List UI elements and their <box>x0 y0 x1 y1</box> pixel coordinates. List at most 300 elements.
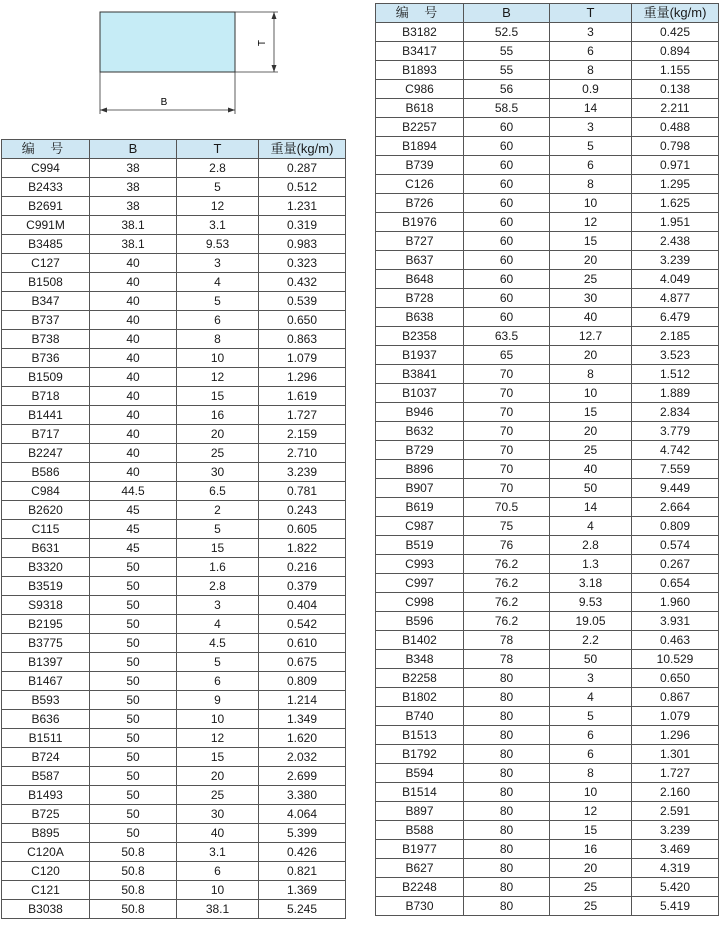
table-row <box>2 596 346 615</box>
header-weight: 重量(kg/m) <box>259 140 346 159</box>
cell-b: 70 <box>464 479 550 498</box>
cell-code: B729 <box>376 441 464 460</box>
cell-weight: 0.894 <box>632 42 719 61</box>
cell-t: 40 <box>550 308 632 327</box>
cell-b: 40 <box>90 368 177 387</box>
cell-code: C991M <box>2 216 90 235</box>
cell-weight: 0.654 <box>632 574 719 593</box>
cell-t: 5 <box>177 653 259 672</box>
cell-t: 6.5 <box>177 482 259 501</box>
cell-weight: 2.032 <box>259 748 346 767</box>
table-row <box>376 137 719 156</box>
cell-code: B1037 <box>376 384 464 403</box>
table-row <box>376 289 719 308</box>
table-row <box>376 536 719 555</box>
cell-t: 30 <box>177 805 259 824</box>
cell-weight: 2.710 <box>259 444 346 463</box>
cell-b: 63.5 <box>464 327 550 346</box>
cell-code: B740 <box>376 707 464 726</box>
cell-code: B618 <box>376 99 464 118</box>
cell-weight: 0.867 <box>632 688 719 707</box>
cell-code: B730 <box>376 897 464 916</box>
cell-b: 50 <box>90 672 177 691</box>
cell-t: 0.9 <box>550 80 632 99</box>
cell-code: B2620 <box>2 501 90 520</box>
cell-b: 50 <box>90 615 177 634</box>
cell-code: C120A <box>2 843 90 862</box>
table-row <box>2 615 346 634</box>
cell-t: 5 <box>177 178 259 197</box>
cell-weight: 0.605 <box>259 520 346 539</box>
cell-code: B3775 <box>2 634 90 653</box>
table-row <box>376 327 719 346</box>
cell-code: B1509 <box>2 368 90 387</box>
cell-t: 15 <box>550 403 632 422</box>
cell-t: 1.6 <box>177 558 259 577</box>
cell-weight: 5.420 <box>632 878 719 897</box>
table-row <box>2 425 346 444</box>
cell-code: B896 <box>376 460 464 479</box>
table-row <box>376 156 719 175</box>
table-row <box>2 216 346 235</box>
table-row <box>376 669 719 688</box>
cell-code: B1514 <box>376 783 464 802</box>
table-header-row <box>376 4 719 23</box>
cell-t: 25 <box>550 878 632 897</box>
cell-b: 50 <box>90 710 177 729</box>
cell-b: 76 <box>464 536 550 555</box>
cell-b: 40 <box>90 463 177 482</box>
table-row <box>2 387 346 406</box>
cell-b: 80 <box>464 669 550 688</box>
cell-weight: 0.542 <box>259 615 346 634</box>
cell-b: 70.5 <box>464 498 550 517</box>
cell-b: 52.5 <box>464 23 550 42</box>
cell-t: 5 <box>177 292 259 311</box>
cell-t: 4 <box>550 517 632 536</box>
cell-t: 2 <box>177 501 259 520</box>
cell-code: B1802 <box>376 688 464 707</box>
cell-code: B1976 <box>376 213 464 232</box>
cell-t: 40 <box>550 460 632 479</box>
cell-t: 5 <box>550 707 632 726</box>
cell-b: 45 <box>90 539 177 558</box>
table-row <box>376 802 719 821</box>
cell-t: 25 <box>550 897 632 916</box>
table-row <box>376 441 719 460</box>
cell-weight: 4.877 <box>632 289 719 308</box>
table-row <box>376 270 719 289</box>
cell-t: 2.8 <box>177 159 259 178</box>
cell-b: 50 <box>90 653 177 672</box>
cell-b: 50 <box>90 577 177 596</box>
cell-b: 80 <box>464 897 550 916</box>
cell-code: B596 <box>376 612 464 631</box>
cell-weight: 3.931 <box>632 612 719 631</box>
table-row <box>2 558 346 577</box>
cell-code: B587 <box>2 767 90 786</box>
cell-code: B347 <box>2 292 90 311</box>
cell-t: 10 <box>550 194 632 213</box>
cell-t: 8 <box>550 175 632 194</box>
cell-t: 14 <box>550 99 632 118</box>
cell-code: B1977 <box>376 840 464 859</box>
cell-weight: 7.559 <box>632 460 719 479</box>
cell-b: 50 <box>90 786 177 805</box>
cell-t: 9 <box>177 691 259 710</box>
cell-code: B895 <box>2 824 90 843</box>
cell-b: 60 <box>464 308 550 327</box>
cell-b: 50 <box>90 558 177 577</box>
cell-code: B717 <box>2 425 90 444</box>
cell-t: 50 <box>550 479 632 498</box>
cell-weight: 1.619 <box>259 387 346 406</box>
cell-weight: 1.079 <box>632 707 719 726</box>
cell-code: C115 <box>2 520 90 539</box>
cell-b: 50 <box>90 805 177 824</box>
cell-code: B636 <box>2 710 90 729</box>
cell-t: 3.18 <box>550 574 632 593</box>
cell-b: 50.8 <box>90 881 177 900</box>
cell-t: 4.5 <box>177 634 259 653</box>
cell-weight: 0.971 <box>632 156 719 175</box>
table-row <box>2 444 346 463</box>
cell-code: C986 <box>376 80 464 99</box>
cell-code: C994 <box>2 159 90 178</box>
cell-t: 20 <box>550 859 632 878</box>
cell-t: 12.7 <box>550 327 632 346</box>
table-row <box>376 99 719 118</box>
cell-b: 70 <box>464 441 550 460</box>
cell-t: 6 <box>177 311 259 330</box>
cell-code: B638 <box>376 308 464 327</box>
cell-b: 76.2 <box>464 612 550 631</box>
cell-code: C998 <box>376 593 464 612</box>
table-row <box>376 764 719 783</box>
table-row <box>2 653 346 672</box>
cell-b: 60 <box>464 232 550 251</box>
cell-weight: 0.267 <box>632 555 719 574</box>
cell-weight: 1.960 <box>632 593 719 612</box>
table-row <box>2 482 346 501</box>
cell-code: S9318 <box>2 596 90 615</box>
table-row <box>376 61 719 80</box>
table-row <box>376 479 719 498</box>
cell-weight: 0.323 <box>259 254 346 273</box>
cell-b: 50 <box>90 748 177 767</box>
cell-weight: 0.650 <box>259 311 346 330</box>
cell-b: 76.2 <box>464 574 550 593</box>
cell-weight: 1.512 <box>632 365 719 384</box>
cell-weight: 4.319 <box>632 859 719 878</box>
cell-weight: 1.214 <box>259 691 346 710</box>
cell-code: B1893 <box>376 61 464 80</box>
cell-weight: 1.369 <box>259 881 346 900</box>
cell-weight: 10.529 <box>632 650 719 669</box>
table-row <box>2 824 346 843</box>
cell-b: 60 <box>464 175 550 194</box>
cell-code: C126 <box>376 175 464 194</box>
cell-t: 25 <box>177 786 259 805</box>
cell-weight: 0.821 <box>259 862 346 881</box>
thickness-label: T <box>257 39 268 47</box>
table-row <box>2 862 346 881</box>
cell-b: 80 <box>464 821 550 840</box>
cell-b: 70 <box>464 422 550 441</box>
cell-weight: 1.301 <box>632 745 719 764</box>
cell-weight: 0.243 <box>259 501 346 520</box>
cell-weight: 2.591 <box>632 802 719 821</box>
cell-code: B594 <box>376 764 464 783</box>
cell-t: 5 <box>177 520 259 539</box>
header-t: T <box>177 140 259 159</box>
cell-t: 12 <box>177 368 259 387</box>
cell-b: 60 <box>464 213 550 232</box>
cell-code: B1511 <box>2 729 90 748</box>
table-row <box>376 612 719 631</box>
cell-t: 3.1 <box>177 843 259 862</box>
cell-weight: 0.319 <box>259 216 346 235</box>
table-row <box>2 311 346 330</box>
cell-weight: 0.488 <box>632 118 719 137</box>
cell-t: 3 <box>177 596 259 615</box>
cell-b: 80 <box>464 764 550 783</box>
table-row <box>2 805 346 824</box>
cell-code: B2433 <box>2 178 90 197</box>
cell-b: 80 <box>464 878 550 897</box>
cell-code: B737 <box>2 311 90 330</box>
table-row <box>2 159 346 178</box>
cell-weight: 5.399 <box>259 824 346 843</box>
cell-weight: 1.620 <box>259 729 346 748</box>
cell-b: 60 <box>464 270 550 289</box>
cell-t: 3 <box>550 669 632 688</box>
cell-weight: 0.404 <box>259 596 346 615</box>
cell-t: 2.2 <box>550 631 632 650</box>
profile-rectangle <box>100 12 235 72</box>
cell-t: 40 <box>177 824 259 843</box>
cell-t: 16 <box>550 840 632 859</box>
cell-t: 12 <box>550 802 632 821</box>
cell-code: B946 <box>376 403 464 422</box>
cell-t: 2.8 <box>550 536 632 555</box>
profile-diagram <box>90 6 290 126</box>
cell-t: 30 <box>550 289 632 308</box>
cell-b: 38 <box>90 159 177 178</box>
cell-weight: 2.699 <box>259 767 346 786</box>
cell-b: 70 <box>464 403 550 422</box>
cell-code: B739 <box>376 156 464 175</box>
cell-t: 12 <box>177 729 259 748</box>
cell-code: C997 <box>376 574 464 593</box>
cell-weight: 0.650 <box>632 669 719 688</box>
table-row <box>376 42 719 61</box>
cell-b: 60 <box>464 194 550 213</box>
cell-weight: 3.239 <box>632 821 719 840</box>
cell-code: B619 <box>376 498 464 517</box>
cell-t: 15 <box>550 232 632 251</box>
cell-t: 20 <box>177 767 259 786</box>
cell-weight: 0.863 <box>259 330 346 349</box>
cell-b: 40 <box>90 387 177 406</box>
cell-t: 20 <box>550 346 632 365</box>
header-code: 编 号 <box>376 4 464 23</box>
table-row <box>2 292 346 311</box>
cell-weight: 2.159 <box>259 425 346 444</box>
cell-t: 10 <box>550 783 632 802</box>
cell-weight: 1.296 <box>632 726 719 745</box>
cell-t: 25 <box>177 444 259 463</box>
cell-weight: 0.781 <box>259 482 346 501</box>
table-row <box>376 555 719 574</box>
table-row <box>376 403 719 422</box>
cell-b: 38.1 <box>90 235 177 254</box>
table-row <box>2 235 346 254</box>
cell-weight: 2.185 <box>632 327 719 346</box>
table-row <box>376 859 719 878</box>
cell-weight: 6.479 <box>632 308 719 327</box>
cell-b: 38 <box>90 197 177 216</box>
cell-weight: 1.625 <box>632 194 719 213</box>
cell-weight: 1.889 <box>632 384 719 403</box>
cell-weight: 1.822 <box>259 539 346 558</box>
table-row <box>2 520 346 539</box>
table-row <box>2 330 346 349</box>
cell-weight: 3.380 <box>259 786 346 805</box>
cell-code: B1894 <box>376 137 464 156</box>
cell-b: 40 <box>90 254 177 273</box>
table-row <box>2 178 346 197</box>
cell-code: B738 <box>2 330 90 349</box>
cell-weight: 0.432 <box>259 273 346 292</box>
cell-b: 56 <box>464 80 550 99</box>
cell-b: 80 <box>464 688 550 707</box>
cell-t: 38.1 <box>177 900 259 919</box>
cell-weight: 1.231 <box>259 197 346 216</box>
cell-b: 40 <box>90 349 177 368</box>
cell-weight: 1.155 <box>632 61 719 80</box>
cell-t: 10 <box>177 881 259 900</box>
cell-weight: 1.349 <box>259 710 346 729</box>
header-b: B <box>90 140 177 159</box>
table-row <box>2 273 346 292</box>
cell-t: 8 <box>550 764 632 783</box>
cell-b: 80 <box>464 859 550 878</box>
cell-t: 6 <box>550 726 632 745</box>
cell-code: B728 <box>376 289 464 308</box>
table-row <box>376 194 719 213</box>
cell-t: 1.3 <box>550 555 632 574</box>
cell-t: 30 <box>177 463 259 482</box>
cell-code: B1441 <box>2 406 90 425</box>
cell-b: 76.2 <box>464 555 550 574</box>
cell-weight: 0.138 <box>632 80 719 99</box>
table-row <box>2 349 346 368</box>
cell-code: B3841 <box>376 365 464 384</box>
cell-code: B348 <box>376 650 464 669</box>
cell-t: 25 <box>550 270 632 289</box>
table-header-row <box>2 140 346 159</box>
table-row <box>376 118 719 137</box>
cell-t: 10 <box>550 384 632 403</box>
cell-b: 60 <box>464 118 550 137</box>
cell-t: 10 <box>177 349 259 368</box>
table-row <box>376 745 719 764</box>
table-row <box>376 897 719 916</box>
table-row <box>2 843 346 862</box>
cell-b: 55 <box>464 61 550 80</box>
cell-code: B627 <box>376 859 464 878</box>
cell-t: 9.53 <box>177 235 259 254</box>
table-row <box>376 384 719 403</box>
cell-weight: 3.779 <box>632 422 719 441</box>
cell-weight: 2.211 <box>632 99 719 118</box>
cell-t: 8 <box>177 330 259 349</box>
cell-b: 80 <box>464 783 550 802</box>
table-row <box>2 501 346 520</box>
cell-code: B897 <box>376 802 464 821</box>
cell-code: C993 <box>376 555 464 574</box>
cell-code: B3320 <box>2 558 90 577</box>
cell-code: B726 <box>376 194 464 213</box>
table-row <box>2 197 346 216</box>
cell-weight: 9.449 <box>632 479 719 498</box>
table-row <box>376 631 719 650</box>
cell-weight: 0.216 <box>259 558 346 577</box>
cell-code: B1513 <box>376 726 464 745</box>
table-row <box>376 574 719 593</box>
table-row <box>376 821 719 840</box>
cell-code: B586 <box>2 463 90 482</box>
cell-b: 50 <box>90 824 177 843</box>
cell-weight: 4.742 <box>632 441 719 460</box>
cell-b: 50 <box>90 691 177 710</box>
cell-weight: 0.798 <box>632 137 719 156</box>
cell-b: 50.8 <box>90 843 177 862</box>
cell-code: B907 <box>376 479 464 498</box>
cell-t: 3 <box>550 23 632 42</box>
cell-weight: 5.419 <box>632 897 719 916</box>
cell-t: 50 <box>550 650 632 669</box>
cell-b: 78 <box>464 650 550 669</box>
cell-weight: 0.379 <box>259 577 346 596</box>
cell-b: 65 <box>464 346 550 365</box>
table-row <box>376 308 719 327</box>
cell-code: B736 <box>2 349 90 368</box>
table-row <box>376 23 719 42</box>
table-row <box>376 840 719 859</box>
cell-t: 6 <box>550 42 632 61</box>
table-row <box>2 634 346 653</box>
table-row <box>2 368 346 387</box>
cell-b: 80 <box>464 726 550 745</box>
cell-code: B2248 <box>376 878 464 897</box>
cell-t: 6 <box>177 862 259 881</box>
cell-b: 60 <box>464 156 550 175</box>
cell-t: 15 <box>177 387 259 406</box>
cell-t: 6 <box>550 156 632 175</box>
cell-t: 9.53 <box>550 593 632 612</box>
cell-weight: 0.574 <box>632 536 719 555</box>
table-row <box>2 786 346 805</box>
cell-b: 38.1 <box>90 216 177 235</box>
header-b: B <box>464 4 550 23</box>
cell-b: 50 <box>90 729 177 748</box>
cell-code: B718 <box>2 387 90 406</box>
cell-weight: 4.064 <box>259 805 346 824</box>
cell-code: B2258 <box>376 669 464 688</box>
cell-code: C121 <box>2 881 90 900</box>
